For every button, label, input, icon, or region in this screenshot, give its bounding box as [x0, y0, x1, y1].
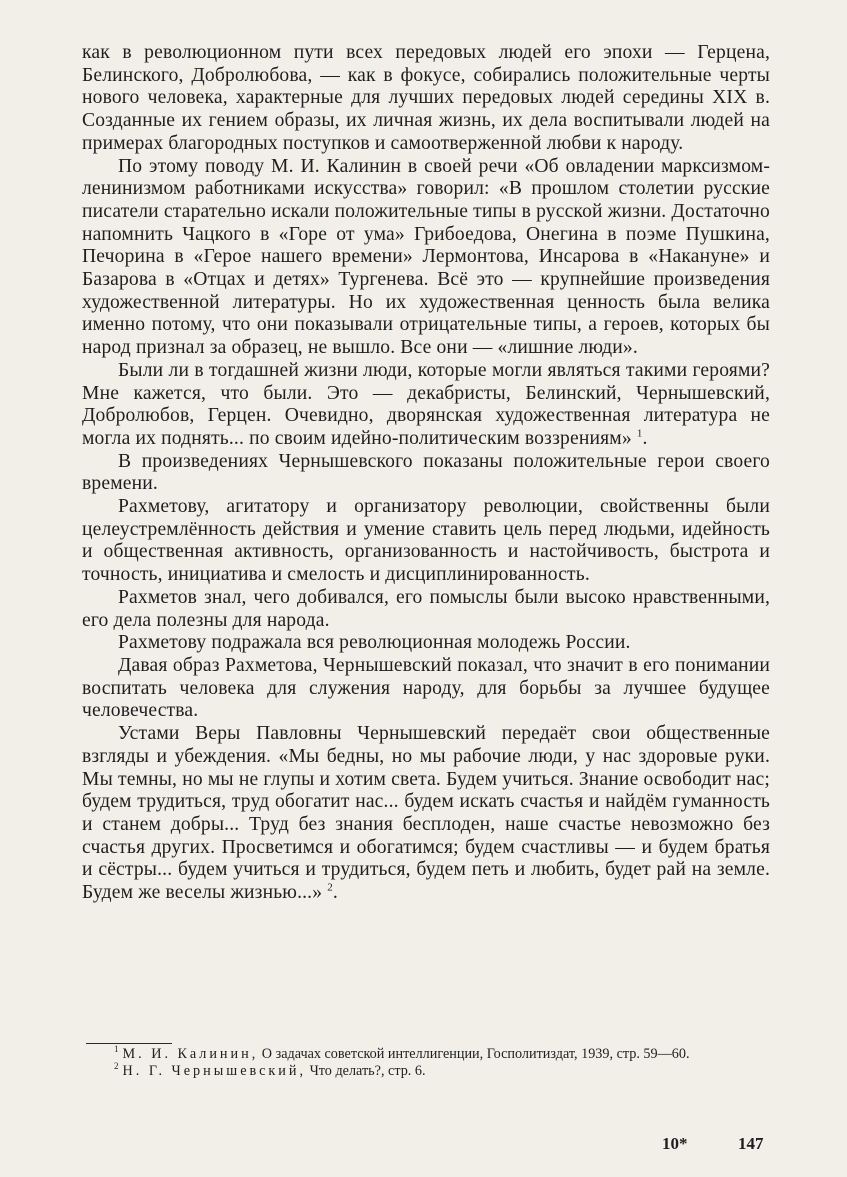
paragraph-3-text: Были ли в тогдашней жизни люди, которые могли являться такими героями? Мне кажется, что были. Это — декабристы, Белинский, Чернышевский, Добролюбов, Герцен. Очевидно, дворянская художественная литература не могла их поднять... по своим идейно-политическим воззрениям»: [82, 359, 770, 449]
footnote-mark: 2: [114, 1061, 119, 1072]
footnote-divider: [86, 1043, 172, 1044]
footnote-text: Что делать?, стр. 6.: [309, 1063, 426, 1079]
footnote-text: О задачах советской интеллигенции, Госполитиздат, 1939, стр. 59—60.: [261, 1046, 690, 1062]
paragraph-1: как в революционном пути всех передовых людей его эпохи — Герцена, Белинского, Добролюбова, — как в фокусе, собирались положительные черты нового человека, характерные для лучших передовых людей середины XIX в. Созданные их гением образы, их личная жизнь, их дела воспитывали людей на примерах благородных поступков и самоотверженной любви к народу.: [82, 42, 770, 154]
footnote-author: М. И. Калинин,: [122, 1046, 259, 1062]
paragraph-9: Устами Веры Павловны Чернышевский передаёт свои общественные взгляды и убеждения. «Мы бедны, но мы рабочие люди, у нас здоровые руки. Мы темны, но мы не глупы и хотим света. Будем учиться. Знание освободит нас; будем трудиться, труд обогатит нас... будем искать счастья и найдём гуманность и станем добры... Труд без знания бесплоден, наше счастье невозможно без счастья других. Просветимся и обогатимся; будем счастливы — и будем братья и сёстры... будем учиться и трудиться, будем петь и любить, будет рай на земле. Будем же веселы жизнью...» $^2$.: [82, 723, 770, 904]
paragraph-4: В произведениях Чернышевского показаны положительные герои своего времени.: [82, 450, 770, 495]
footnote-author: Н. Г. Чернышевский,: [122, 1063, 307, 1079]
footnote-1: [86, 1046, 770, 1063]
footnote-2: [86, 1063, 770, 1080]
page-number: 147: [738, 1134, 764, 1153]
paragraph-5: Рахметову, агитатору и организатору революции, свойственны были целеустремлённость действия и умение ставить цель перед людьми, идейность и общественная активность, организованность и настойчивость, быстрота и точность, инициатива и смелость и дисциплинированность.: [82, 496, 770, 586]
signature-mark: 10*: [662, 1134, 688, 1153]
paragraph-8: Давая образ Рахметова, Чернышевский показал, что значит в его понимании воспитать человека для служения народу, для борьбы за лучшее будущее человечества.: [82, 654, 770, 722]
paragraph-7: Рахметову подражала вся революционная молодежь России.: [118, 632, 631, 654]
footnote-ref-1[interactable]: 1: [636, 427, 643, 440]
footnote-mark: 1: [114, 1044, 119, 1055]
paragraph-3: Были ли в тогдашней жизни люди, которые могли являться такими героями? Мне кажется, что были. Это — декабристы, Белинский, Чернышевский, Добролюбов, Герцен. Очевидно, дворянская художественная литература не могла их поднять... по своим идейно-политическим воззрениям» $^1$.: [82, 359, 770, 449]
footnotes: [86, 1046, 770, 1080]
paragraph-6: Рахметов знал, чего добивался, его помыслы были высоко нравственными, его дела полезны для народа.: [82, 586, 770, 631]
paragraph-2: По этому поводу М. И. Калинин в своей речи «Об овладении марксизмом-ленинизмом работниками искусства» говорил: «В прошлом столетии русские писатели старательно искали положительные типы в русской жизни. Достаточно напомнить Чацкого в «Горе от ума» Грибоедова, Онегина в поэме Пушкина, Печорина в «Герое нашего времени» Лермонтова, Инсарова в «Накануне» и Базарова в «Отцах и детях» Тургенева. Всё это — крупнейшие произведения художественной литературы. Но их художественная ценность была велика именно потому, что они показывали отрицательные типы, а героев, которых бы народ признал за образец, не вышло. Все они — «лишние люди».: [82, 155, 770, 359]
main-text: [82, 42, 770, 905]
footnote-ref-2[interactable]: 2: [327, 881, 333, 894]
paragraph-9-text: Устами Веры Павловны Чернышевский передаёт свои общественные взгляды и убеждения. «Мы бедны, но мы рабочие люди, у нас здоровые руки. Мы темны, но мы не глупы и хотим света. Будем учиться. Знание освободит нас; будем трудиться, труд обогатит нас... будем искать счастья и найдём гуманность и станем добры... Труд без знания бесплоден, наше счастье невозможно без счастья других. Просветимся и обогатимся; будем счастливы — и будем братья и сёстры... будем учиться и трудиться, будем петь и любить, будет рай на земле. Будем же веселы жизнью...»: [82, 723, 770, 904]
